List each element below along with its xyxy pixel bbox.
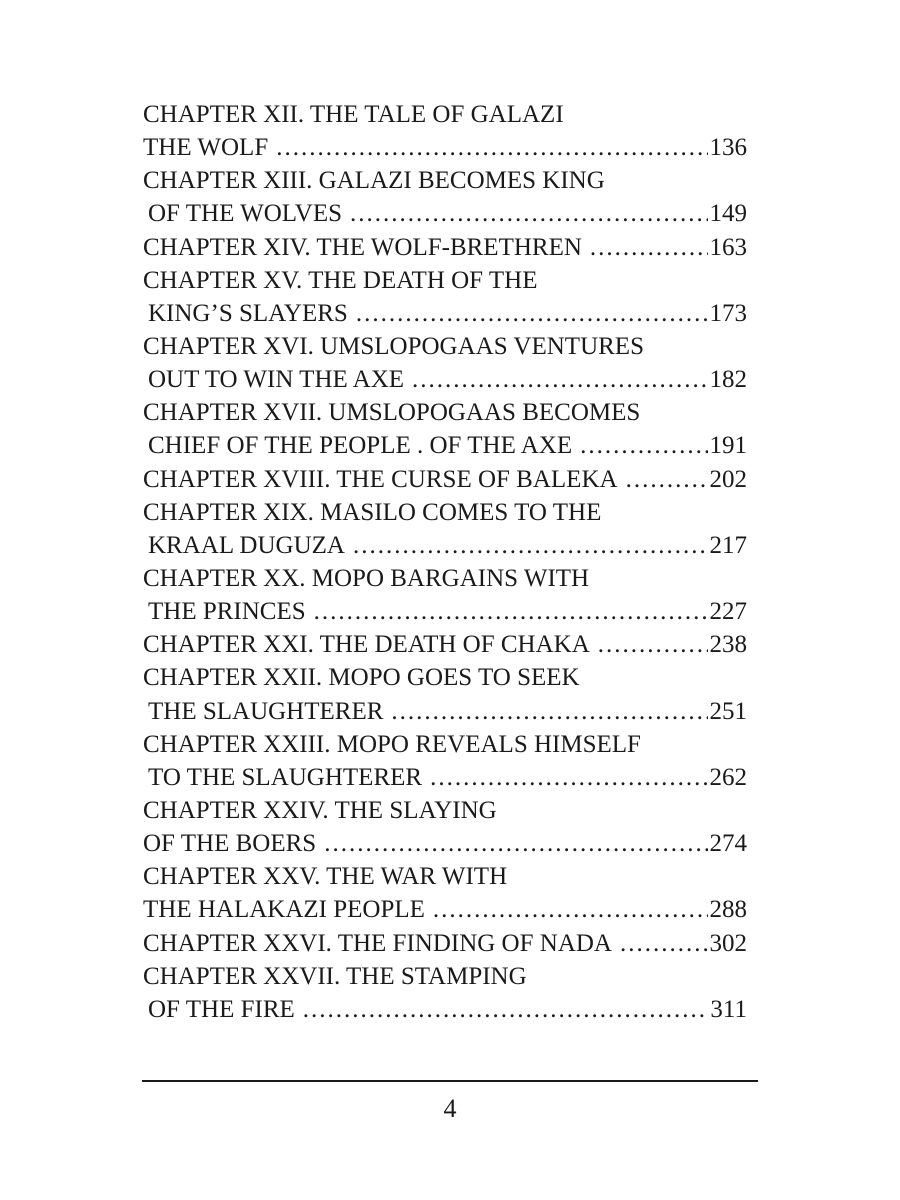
toc-entry-text: CHAPTER XXIV. THE SLAYING [143, 796, 497, 824]
toc-page-number: 251 [709, 697, 747, 725]
toc-entry-text: CHAPTER XIII. GALAZI BECOMES KING [143, 167, 605, 195]
toc-entry [143, 197, 747, 230]
toc-page-number: 136 [709, 134, 747, 162]
toc-entry [143, 893, 747, 926]
toc-page-number: 227 [709, 598, 747, 626]
toc-entry-text: CHIEF OF THE PEOPLE . OF THE AXE [148, 432, 573, 460]
toc-chapter-heading [143, 728, 747, 761]
toc-entry-text: CHAPTER XVI. UMSLOPOGAAS VENTURES [143, 332, 644, 360]
toc-entry-text: THE PRINCES [148, 598, 306, 626]
dot-leader [391, 695, 707, 728]
toc-entry-text: OF THE WOLVES [148, 200, 343, 228]
toc-entry-text: THE SLAUGHTERER [148, 697, 384, 725]
toc-entry [143, 131, 747, 164]
toc-page-number: 202 [709, 465, 747, 493]
toc-entry-text: CHAPTER XXVI. THE FINDING OF NADA [143, 929, 612, 957]
toc-entry [143, 231, 747, 264]
toc-page-number: 288 [709, 896, 747, 924]
toc-page-number: 149 [709, 200, 747, 228]
toc-page-number: 274 [709, 830, 747, 858]
dot-leader [356, 297, 708, 330]
toc-entry-text: CHAPTER XIV. THE WOLF-BRETHREN [143, 233, 582, 261]
toc-entry-text: THE WOLF [143, 134, 269, 162]
toc-entry [143, 429, 747, 462]
toc-entry-text: CHAPTER XXVII. THE STAMPING [143, 962, 527, 990]
toc-entry [143, 529, 747, 562]
toc-chapter-heading [143, 164, 747, 197]
toc-entry-text: OUT TO WIN THE AXE [148, 366, 405, 394]
toc-page-number: 311 [710, 995, 747, 1023]
toc-entry [143, 827, 747, 860]
toc-chapter-heading [143, 264, 747, 297]
toc-entry-text: KING’S SLAYERS [148, 299, 348, 327]
dot-leader [350, 197, 707, 230]
toc-chapter-heading [143, 860, 747, 893]
dot-leader [433, 893, 708, 926]
toc-entry [143, 363, 747, 396]
dot-leader [353, 529, 708, 562]
toc-entry-text: KRAAL DUGUZA [148, 531, 345, 559]
toc-entry [143, 761, 747, 794]
toc-entry-text: THE HALAKAZI PEOPLE [143, 896, 425, 924]
toc-page-number: 302 [709, 929, 747, 957]
toc-entry-text: OF THE BOERS [143, 830, 317, 858]
page-number: 4 [443, 1094, 457, 1123]
toc-page-number: 238 [709, 631, 747, 659]
toc-entry [143, 628, 747, 661]
toc-entry [143, 993, 747, 1026]
dot-leader [590, 231, 708, 264]
toc-chapter-heading [143, 496, 747, 529]
toc-entry-text: CHAPTER XX. MOPO BARGAINS WITH [143, 564, 590, 592]
dot-leader [580, 429, 707, 462]
dot-leader [620, 927, 708, 960]
toc-chapter-heading [143, 98, 747, 131]
toc-page-number: 262 [709, 763, 747, 791]
toc-chapter-heading [143, 794, 747, 827]
toc-chapter-heading [143, 562, 747, 595]
toc-entry-text: TO THE SLAUGHTERER [148, 763, 423, 791]
dot-leader [314, 595, 708, 628]
toc-entry-text: CHAPTER XXIII. MOPO REVEALS HIMSELF [143, 730, 641, 758]
dot-leader [626, 463, 708, 496]
toc-entry-text: CHAPTER XIX. MASILO COMES TO THE [143, 498, 602, 526]
table-of-contents [143, 98, 747, 1026]
toc-entry-text: CHAPTER XXV. THE WAR WITH [143, 863, 508, 891]
dot-leader [276, 131, 707, 164]
toc-chapter-heading [143, 396, 747, 429]
toc-page-number: 191 [709, 432, 747, 460]
toc-chapter-heading [143, 330, 747, 363]
toc-entry [143, 927, 747, 960]
dot-leader [303, 993, 709, 1026]
toc-entry-text: CHAPTER XXI. THE DEATH OF CHAKA [143, 631, 590, 659]
toc-entry-text: CHAPTER XV. THE DEATH OF THE [143, 266, 538, 294]
toc-entry [143, 595, 747, 628]
toc-entry-text: CHAPTER XVIII. THE CURSE OF BALEKA [143, 465, 618, 493]
dot-leader [598, 628, 708, 661]
dot-leader [412, 363, 707, 396]
toc-entry [143, 463, 747, 496]
dot-leader [324, 827, 707, 860]
toc-entry [143, 695, 747, 728]
toc-entry-text: CHAPTER XII. THE TALE OF GALAZI [143, 101, 564, 128]
toc-entry-text: CHAPTER XVII. UMSLOPOGAAS BECOMES [143, 399, 641, 427]
toc-chapter-heading [143, 661, 747, 694]
toc-page-number: 182 [709, 366, 747, 394]
toc-chapter-heading [143, 960, 747, 993]
toc-entry [143, 297, 747, 330]
toc-entry-text: CHAPTER XXII. MOPO GOES TO SEEK [143, 664, 580, 692]
toc-page-number: 163 [709, 233, 747, 261]
toc-entry-text: OF THE FIRE [148, 995, 295, 1023]
footer-divider [142, 1080, 758, 1082]
toc-page-number: 217 [709, 531, 747, 559]
dot-leader [430, 761, 707, 794]
toc-page-number: 173 [709, 299, 747, 327]
